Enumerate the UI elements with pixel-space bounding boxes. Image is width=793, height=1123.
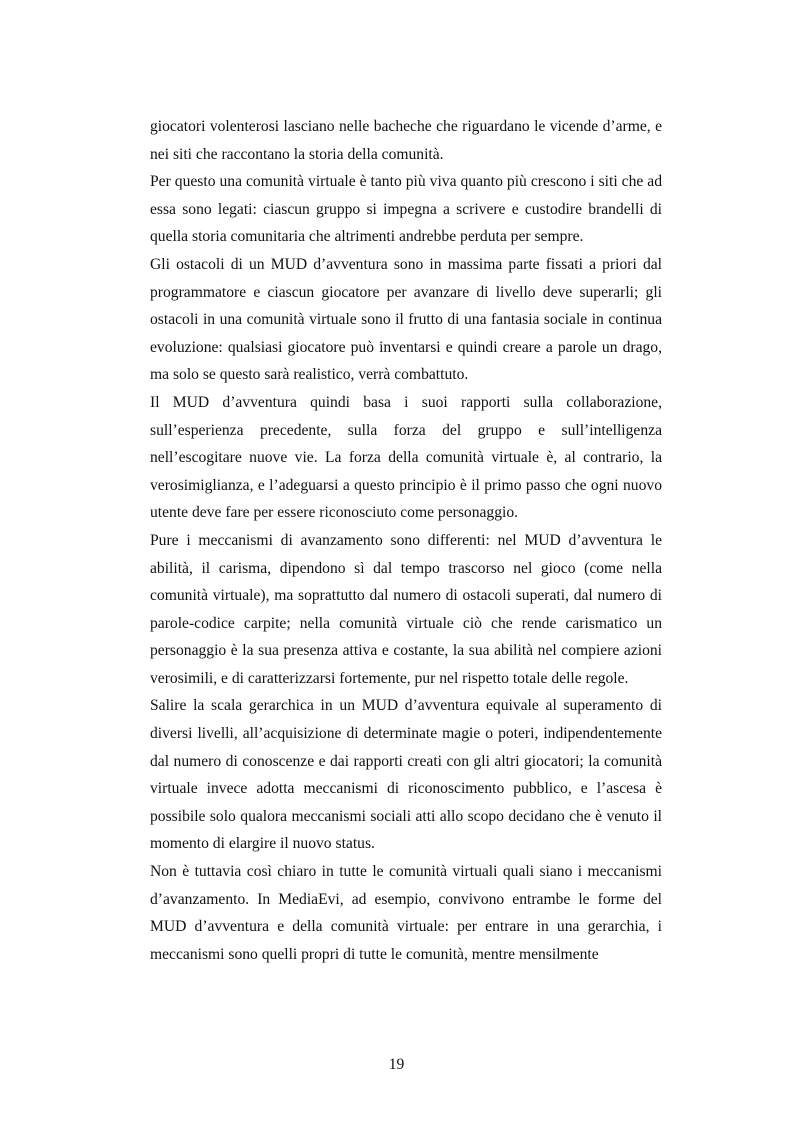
paragraph: Il MUD d’avventura quindi basa i suoi rapporti sulla collaborazione, sull’esperienza precedente, sulla forza del gruppo e sull’intelligenza nell’escogitare nuove vie. La forza della comunità virtuale è, al contrario, la verosimiglianza, e l’adeguarsi a questo principio è il primo passo che ogni nuovo utente deve fare per essere riconosciuto come personaggio. [150,393,662,522]
paragraph: Salire la scala gerarchica in un MUD d’avventura equivale al superamento di diversi livelli, all’acquisizione di determinate magie o poteri, indipendentemente dal numero di conoscenze e dai rapporti creati con gli altri giocatori; la comunità virtuale invece adotta meccanismi di riconoscimento pubblico, e l’ascesa è possibile solo qualora meccanismi sociali atti allo scopo decidano che è venuto il momento di elargire il nuovo status. [150,697,662,853]
paragraph: giocatori volenterosi lasciano nelle bacheche che riguardano le vicende d’arme, e nei siti che raccontano la storia della comunità. [150,118,662,163]
paragraph: Pure i meccanismi di avanzamento sono differenti: nel MUD d’avventura le abilità, il carisma, dipendono sì dal tempo trascorso nel gioco (come nella comunità virtuale), ma soprattutto dal numero di ostacoli superati, dal numero di parole-codice carpite; nella comunità virtuale ciò che rende carismatico un personaggio è la sua presenza attiva e costante, la sua abilità nel compiere azioni verosimili, e di caratterizzarsi fortemente, pur nel rispetto totale delle regole. [150,531,662,687]
body-text [150,113,662,968]
paragraph: Non è tuttavia così chiaro in tutte le comunità virtuali quali siano i meccanismi d’avanzamento. In MediaEvi, ad esempio, convivono entrambe le forme del MUD d’avventura e della comunità virtuale: per entrare in una gerarchia, i meccanismi sono quelli propri di tutte le comunità, mentre mensilmente [150,863,662,963]
page-number: 19 [388,1056,405,1073]
paragraph: Per questo una comunità virtuale è tanto più viva quanto più crescono i siti che ad essa sono legati: ciascun gruppo si impegna a scrivere e custodire brandelli di quella storia comunitaria che altrimenti andrebbe perduta per sempre. [150,173,662,246]
paragraph: Gli ostacoli di un MUD d’avventura sono in massima parte fissati a priori dal programmatore e ciascun giocatore per avanzare di livello deve superarli; gli ostacoli in una comunità virtuale sono il frutto di una fantasia sociale in continua evoluzione: qualsiasi giocatore può inventarsi e quindi creare a parole un drago, ma solo se questo sarà realistico, verrà combattuto. [150,255,662,384]
